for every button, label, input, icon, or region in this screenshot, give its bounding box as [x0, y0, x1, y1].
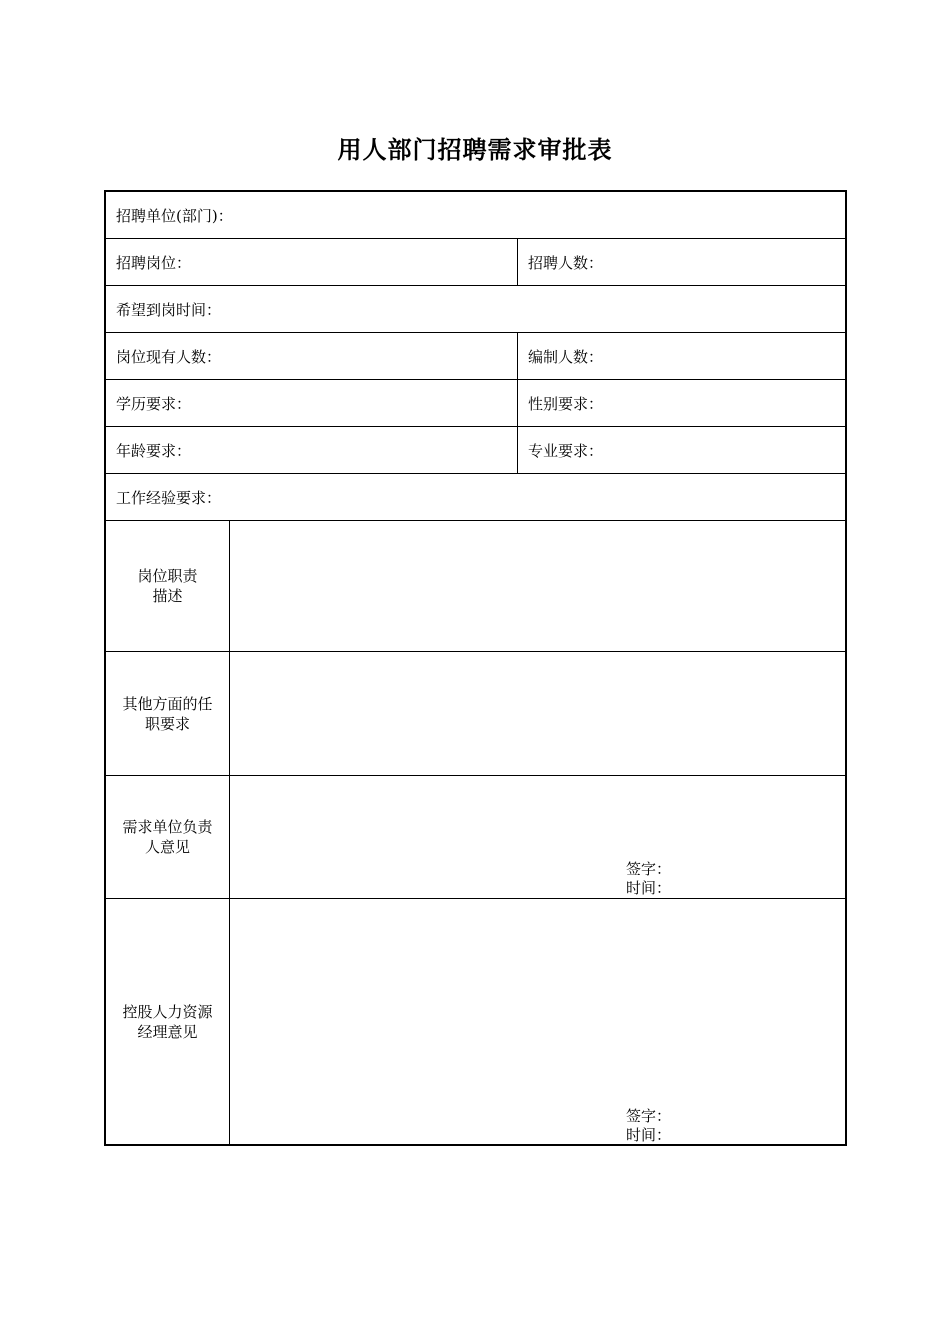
approval-form — [104, 190, 847, 1146]
hr-opinion-sign-block — [626, 1107, 671, 1145]
row-education — [106, 380, 845, 427]
dept-opinion-sign-block — [626, 860, 671, 898]
field-position[interactable] — [106, 239, 518, 285]
field-current-staff-label: 岗位现有人数： — [116, 347, 222, 366]
row-hr-opinion — [106, 899, 845, 1144]
field-experience[interactable] — [106, 474, 845, 520]
field-major-label: 专业要求： — [528, 441, 604, 460]
field-position-label: 招聘岗位： — [116, 253, 192, 272]
hr-opinion-label-line2: 经理意见 — [137, 1022, 198, 1041]
field-arrival-time[interactable] — [106, 286, 845, 332]
field-unit[interactable] — [106, 192, 845, 238]
field-current-staff[interactable] — [106, 333, 518, 379]
dept-opinion-label — [106, 776, 230, 898]
dept-opinion-content[interactable] — [230, 776, 845, 898]
field-education[interactable] — [106, 380, 518, 426]
page-title: 用人部门招聘需求审批表 — [337, 135, 613, 164]
duties-label-line1: 岗位职责 — [137, 567, 198, 585]
other-requirements-label — [106, 652, 230, 775]
field-headcount-label: 招聘人数： — [528, 253, 604, 272]
field-major[interactable] — [518, 427, 845, 473]
field-age[interactable] — [106, 427, 518, 473]
other-requirements-label-line1: 其他方面的任 — [122, 694, 213, 713]
row-other-requirements — [106, 652, 845, 776]
field-age-label: 年龄要求： — [116, 441, 192, 460]
hr-signature-label: 签字： — [626, 1107, 672, 1125]
hr-date-label: 时间： — [626, 1126, 672, 1144]
row-unit — [106, 192, 845, 239]
field-unit-label: 招聘单位(部门)： — [116, 206, 233, 225]
field-gender-label: 性别要求： — [528, 394, 604, 413]
row-staff — [106, 333, 845, 380]
row-age — [106, 427, 845, 474]
hr-opinion-label — [106, 899, 230, 1144]
other-requirements-content[interactable] — [230, 652, 845, 775]
field-quota[interactable] — [518, 333, 845, 379]
duties-label-line2: 描述 — [152, 587, 183, 605]
dept-opinion-label-line2: 人意见 — [144, 838, 190, 856]
duties-content[interactable] — [230, 521, 845, 651]
hr-opinion-label-line1: 控股人力资源 — [122, 1002, 213, 1021]
dept-signature-label: 签字： — [626, 860, 672, 878]
row-position — [106, 239, 845, 286]
row-arrival-time — [106, 286, 845, 333]
row-duties — [106, 521, 845, 652]
dept-opinion-label-line1: 需求单位负责 — [122, 818, 213, 836]
field-quota-label: 编制人数： — [528, 347, 604, 366]
field-education-label: 学历要求： — [116, 394, 192, 413]
field-gender[interactable] — [518, 380, 845, 426]
other-requirements-label-line2: 职要求 — [144, 714, 190, 733]
hr-opinion-content[interactable] — [230, 899, 845, 1144]
field-experience-label: 工作经验要求： — [116, 488, 222, 507]
dept-date-label: 时间： — [626, 879, 672, 897]
field-headcount[interactable] — [518, 239, 845, 285]
row-experience — [106, 474, 845, 521]
field-arrival-time-label: 希望到岗时间： — [116, 300, 222, 319]
duties-label — [106, 521, 230, 651]
row-dept-opinion — [106, 776, 845, 899]
